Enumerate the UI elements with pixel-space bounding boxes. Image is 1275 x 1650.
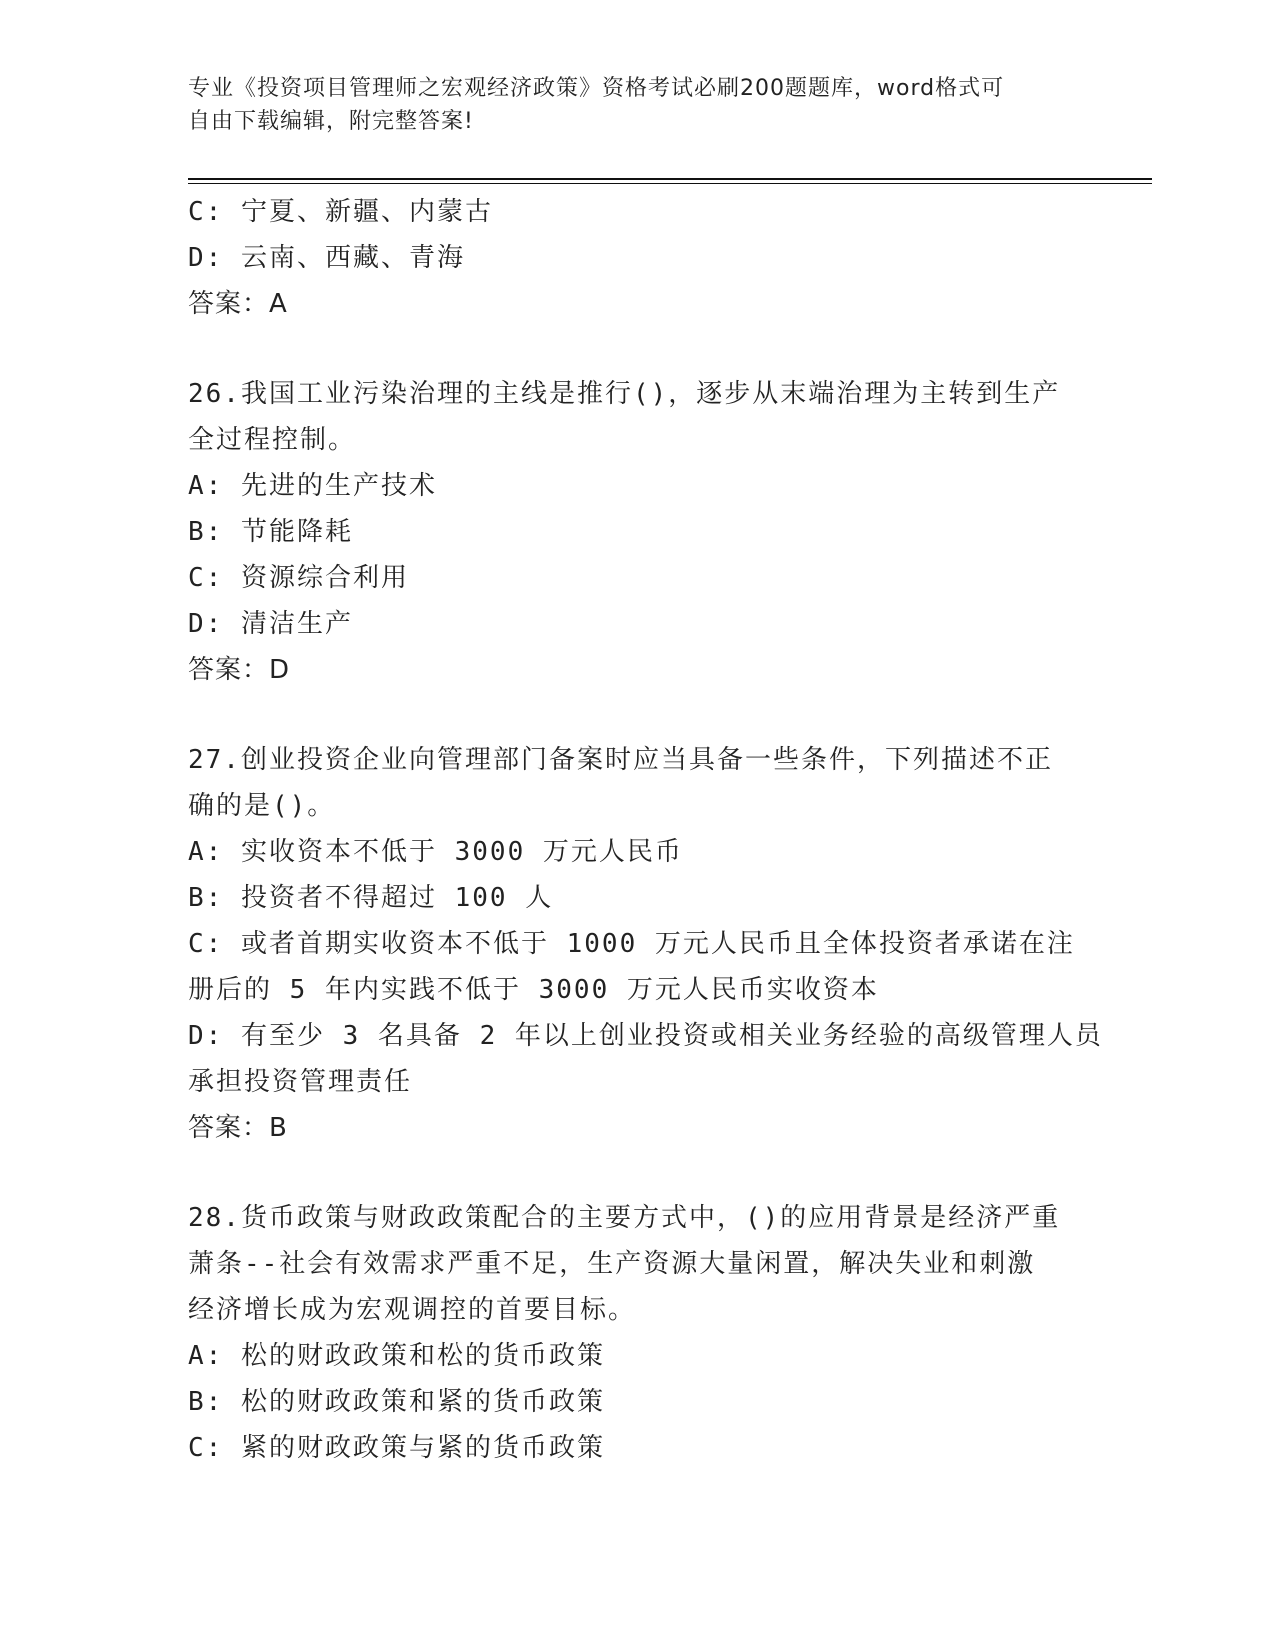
header-title-line-1: 专业《投资项目管理师之宏观经济政策》资格考试必刷200题题库，word格式可 — [188, 76, 1005, 101]
answer-label: 答案：D — [188, 655, 291, 685]
option-d-line-2: 承担投资管理责任 — [188, 1067, 413, 1097]
question-block-27 — [188, 737, 1103, 1151]
option-b: B: 节能降耗 — [188, 517, 353, 547]
question-text-line-2: 萧条--社会有效需求严重不足，生产资源大量闲置，解决失业和刺激 — [188, 1249, 1036, 1279]
spacer — [188, 327, 1088, 371]
header-rule-thin — [188, 183, 1152, 184]
question-text-line-1: 28.货币政策与财政政策配合的主要方式中，()的应用背景是经济严重 — [188, 1203, 1061, 1233]
option-d: D: 云南、西藏、青海 — [188, 243, 465, 273]
option-c-line-1: C: 或者首期实收资本不低于 1000 万元人民币且全体投资者承诺在注 — [188, 929, 1075, 959]
option-c-line-2: 册后的 5 年内实践不低于 3000 万元人民币实收资本 — [188, 975, 879, 1005]
document-header — [188, 72, 1088, 138]
option-d-line-1: D: 有至少 3 名具备 2 年以上创业投资或相关业务经验的高级管理人员 — [188, 1021, 1103, 1051]
option-b: B: 松的财政政策和紧的货币政策 — [188, 1387, 605, 1417]
document-content — [188, 189, 1103, 1471]
question-text-line-2: 全过程控制。 — [188, 425, 357, 455]
header-title-line-2: 自由下载编辑，附完整答案! — [188, 109, 474, 134]
option-d: D: 清洁生产 — [188, 609, 353, 639]
option-c: C: 紧的财政政策与紧的货币政策 — [188, 1433, 605, 1463]
question-text-line-1: 26.我国工业污染治理的主线是推行()，逐步从末端治理为主转到生产 — [188, 379, 1061, 409]
question-text-line-2: 确的是()。 — [188, 791, 336, 821]
spacer — [188, 1151, 1088, 1195]
option-a: A: 实收资本不低于 3000 万元人民币 — [188, 837, 683, 867]
question-text-line-1: 27.创业投资企业向管理部门备案时应当具备一些条件，下列描述不正 — [188, 745, 1053, 775]
option-a: A: 先进的生产技术 — [188, 471, 437, 501]
option-c: C: 宁夏、新疆、内蒙古 — [188, 197, 493, 227]
option-b: B: 投资者不得超过 100 人 — [188, 883, 554, 913]
answer-label: 答案：B — [188, 1113, 288, 1143]
question-text-line-3: 经济增长成为宏观调控的首要目标。 — [188, 1295, 637, 1325]
answer-label: 答案：A — [188, 289, 288, 319]
option-a: A: 松的财政政策和松的货币政策 — [188, 1341, 605, 1371]
spacer — [188, 693, 1088, 737]
header-rule-thick — [188, 178, 1152, 180]
question-block-26 — [188, 371, 1088, 693]
question-block-28 — [188, 1195, 1088, 1471]
question-block-prev — [188, 189, 1088, 327]
option-c: C: 资源综合利用 — [188, 563, 409, 593]
